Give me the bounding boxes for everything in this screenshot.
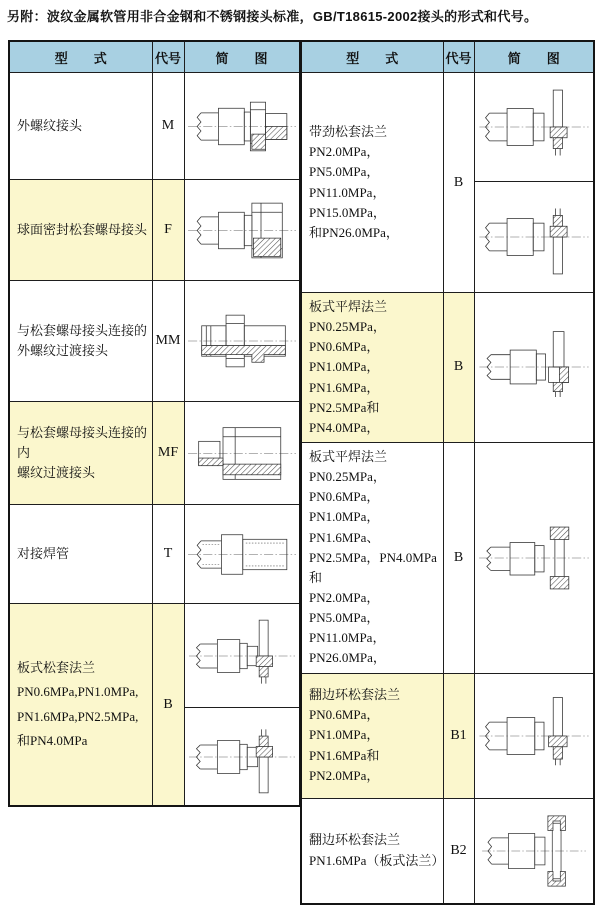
code-cell: B	[443, 293, 474, 443]
type-label: 球面密封松套螺母接头	[17, 221, 148, 237]
type-cell	[9, 505, 152, 604]
type-label: PN2.5MPa，PN4.0MPa和	[309, 549, 437, 585]
table-row	[9, 505, 300, 604]
type-cell	[301, 798, 443, 904]
header-type: 型 式	[9, 41, 152, 73]
code-cell: B	[152, 604, 184, 807]
header-code: 代号	[443, 41, 474, 73]
code-cell: B2	[443, 798, 474, 904]
table-row	[9, 281, 300, 402]
diagram-neck-loose-flange-up	[476, 87, 592, 167]
type-cell	[9, 180, 152, 281]
type-label: PN1.6MPa和PN2.0MPa，	[309, 747, 380, 783]
type-label: 与松套螺母接头连接的内	[17, 424, 148, 460]
type-label: PN0.25MPa，PN0.6MPa，	[309, 319, 386, 355]
type-cell	[9, 281, 152, 402]
diagram-male-thread-fitting	[185, 90, 299, 163]
code-cell: B	[443, 442, 474, 673]
diagram-butt-weld-pipe	[185, 518, 299, 591]
type-label: PN11.0MPa，PN15.0MPa，	[309, 184, 386, 220]
type-cell	[9, 73, 152, 180]
code-cell: MM	[152, 281, 184, 402]
code-cell: T	[152, 505, 184, 604]
type-label: 对接焊管	[17, 545, 70, 561]
type-label: 螺纹过渡接头	[17, 465, 96, 481]
code-cell: MF	[152, 402, 184, 505]
code-cell: M	[152, 73, 184, 180]
diagram-plate-weld-flange-symmetric	[476, 517, 592, 599]
page-title: 另附：波纹金属软管用非合金钢和不锈钢接头标准，GB/T18615-2002接头的形式和代号。	[7, 9, 538, 24]
table-row	[301, 293, 594, 443]
code-cell: B1	[443, 673, 474, 798]
type-label: 板式平焊法兰	[309, 448, 388, 464]
table-header-row	[301, 41, 594, 73]
type-label: PN2.0MPa，PN5.0MPa，	[309, 144, 380, 180]
table-row	[301, 673, 594, 798]
diagram-flanged-ring-loose-flange	[476, 696, 592, 776]
header-diagram: 简 图	[184, 41, 300, 73]
header-diagram: 简 图	[474, 41, 594, 73]
type-label: PN2.5MPa和PN4.0MPa，	[309, 399, 380, 435]
table-row	[9, 180, 300, 281]
diagram-plate-loose-flange-up	[186, 617, 298, 695]
type-cell	[301, 442, 443, 673]
fitting-table-right	[300, 40, 595, 905]
type-cell	[9, 402, 152, 505]
type-cell	[301, 673, 443, 798]
table-row	[301, 798, 594, 904]
type-label: PN1.6MPa,PN2.5MPa,	[17, 708, 139, 724]
type-label: 外螺纹过渡接头	[17, 343, 109, 358]
type-label: PN11.0MPa，PN26.0MPa，	[309, 630, 386, 666]
code-cell: B	[443, 73, 474, 293]
header-type: 型 式	[301, 41, 443, 73]
table-header-row	[9, 41, 300, 73]
type-label: 和PN4.0MPa	[17, 732, 88, 748]
table-row	[301, 73, 594, 182]
type-label: PN1.0MPa，PN1.6MPa、	[309, 509, 380, 545]
header-code: 代号	[152, 41, 184, 73]
table-row	[301, 442, 594, 673]
diagram-double-male-thread-adapter	[185, 303, 299, 379]
diagram-male-female-thread-adapter	[185, 417, 299, 490]
type-label: PN1.0MPa，PN1.6MPa，	[309, 359, 380, 395]
type-label: PN0.25MPa，PN0.6MPa，	[309, 469, 386, 505]
type-label: 和PN26.0MPa，	[309, 224, 399, 240]
type-cell	[301, 73, 443, 293]
type-label: 带劲松套法兰	[309, 124, 388, 140]
table-row	[9, 604, 300, 708]
type-label: 与松套螺母接头连接的	[17, 322, 148, 338]
type-label: PN0.6MPa,PN1.0MPa,	[17, 684, 139, 700]
type-cell	[301, 293, 443, 443]
type-label: 翻边环松套法兰	[309, 832, 401, 848]
type-label: PN0.6MPa，PN1.0MPa，	[309, 707, 380, 743]
diagram-neck-loose-flange-down	[476, 197, 592, 277]
table-row	[9, 73, 300, 180]
fitting-table-left	[8, 40, 301, 807]
type-cell	[9, 604, 152, 807]
diagram-plate-weld-flange	[476, 327, 592, 407]
diagram-plate-loose-flange-down	[186, 718, 298, 796]
type-label: PN1.6MPa（板式法兰）	[309, 852, 445, 868]
table-row	[9, 402, 300, 505]
type-label: 板式松套法兰	[17, 660, 96, 676]
type-label: 翻边环松套法兰	[309, 687, 401, 703]
type-label: 外螺纹接头	[17, 117, 83, 133]
type-label: PN2.0MPa，PN5.0MPa，	[309, 589, 380, 626]
diagram-spherical-seal-loose-nut-fitting	[185, 194, 299, 267]
diagram-flanged-ring-plate-flange	[476, 813, 592, 889]
type-label: 板式平焊法兰	[309, 299, 388, 314]
code-cell: F	[152, 180, 184, 281]
